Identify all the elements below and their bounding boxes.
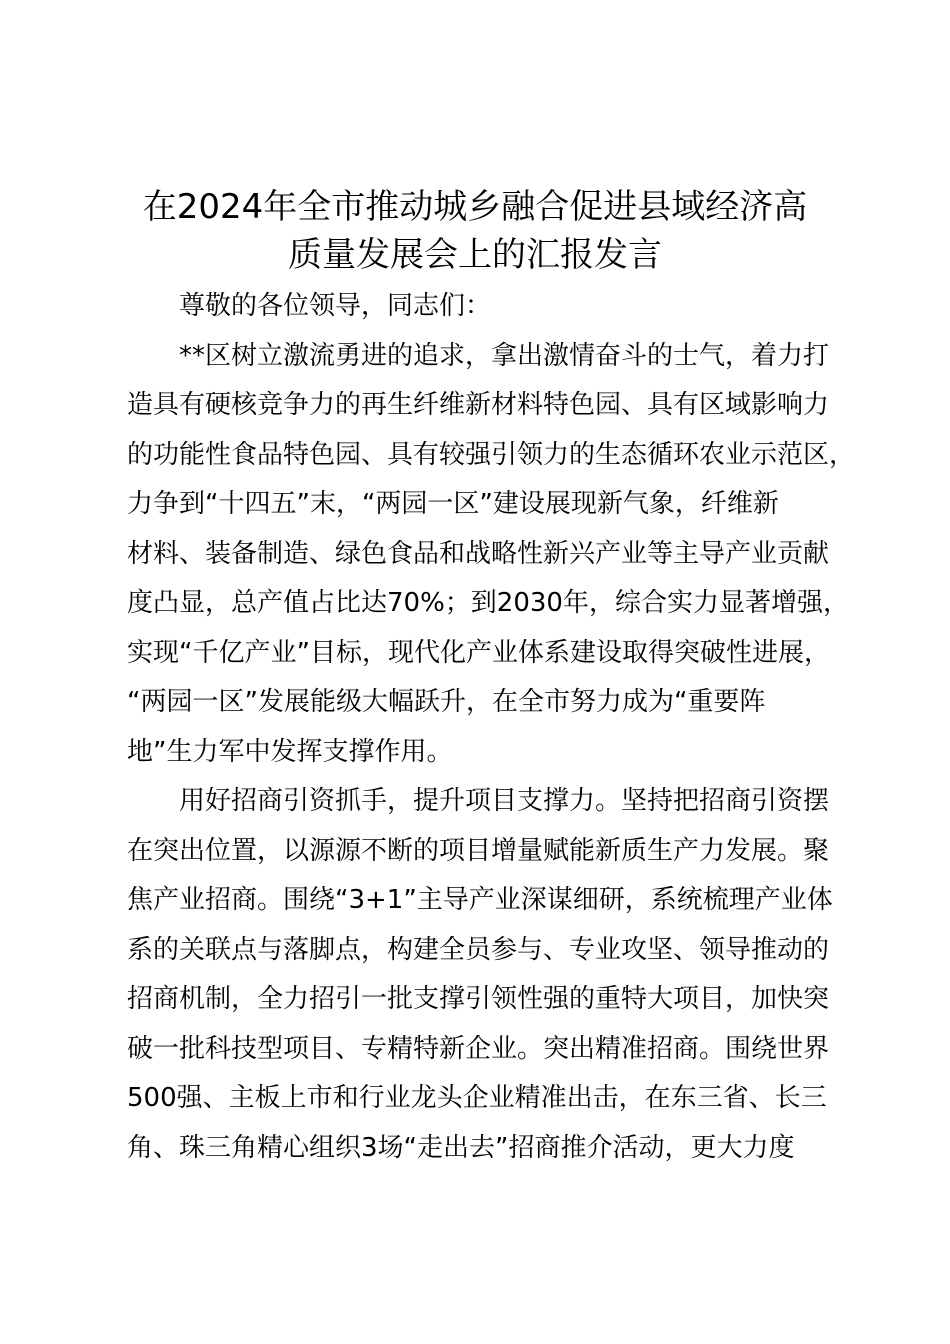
body-line: 角、珠三角精心组织3场“走出去”招商推介活动，更大力度 [127,1132,795,1163]
title-line-1: 在2024年全市推动城乡融合促进县域经济高 [142,187,808,227]
body-line: **区树立激流勇进的追求，拿出激情奋斗的士气，着力打 [179,340,830,371]
body-line: 造具有硬核竞争力的再生纤维新材料特色园、具有区域影响力 [127,390,830,420]
body-line: 破一批科技型项目、专精特新企业。突出精准招商。围绕世界 [127,1033,830,1064]
document-title [100,183,850,279]
body-line: 焦产业招商。围绕“3+1”主导产业深谋细研，系统梳理产业体 [127,885,833,915]
body-line: 500强、主板上市和行业龙头企业精准出击，在东三省、长三 [127,1083,827,1113]
body-line: 地”生力军中发挥支撑作用。 [127,736,453,767]
body-line: 的功能性食品特色园、具有较强引领力的生态循环农业示范区， [127,439,856,470]
document-body [127,282,857,1173]
body-line: 在突出位置，以源源不断的项目增量赋能新质生产力发展。聚 [127,835,830,866]
body-line: 实现“千亿产业”目标，现代化产业体系建设取得突破性进展， [127,637,830,668]
body-line: “两园一区”发展能级大幅跃升，在全市努力成为“重要阵 [127,687,766,717]
body-line: 力争到“十四五”末，“两园一区”建设展现新气象，纤维新 [127,489,779,519]
title-line-2: 质量发展会上的汇报发言 [288,235,662,275]
body-line: 尊敬的各位领导，同志们： [179,291,492,321]
body-line: 系的关联点与落脚点，构建全员参与、专业攻坚、领导推动的 [127,934,830,965]
body-line: 度凸显，总产值占比达70%；到2030年，综合实力显著增强， [127,588,849,618]
body-line: 材料、装备制造、绿色食品和战略性新兴产业等主导产业贡献 [127,538,830,569]
body-line: 招商机制，全力招引一批支撑引领性强的重特大项目，加快突 [127,984,830,1014]
body-line: 用好招商引资抓手，提升项目支撑力。坚持把招商引资摆 [179,786,830,816]
